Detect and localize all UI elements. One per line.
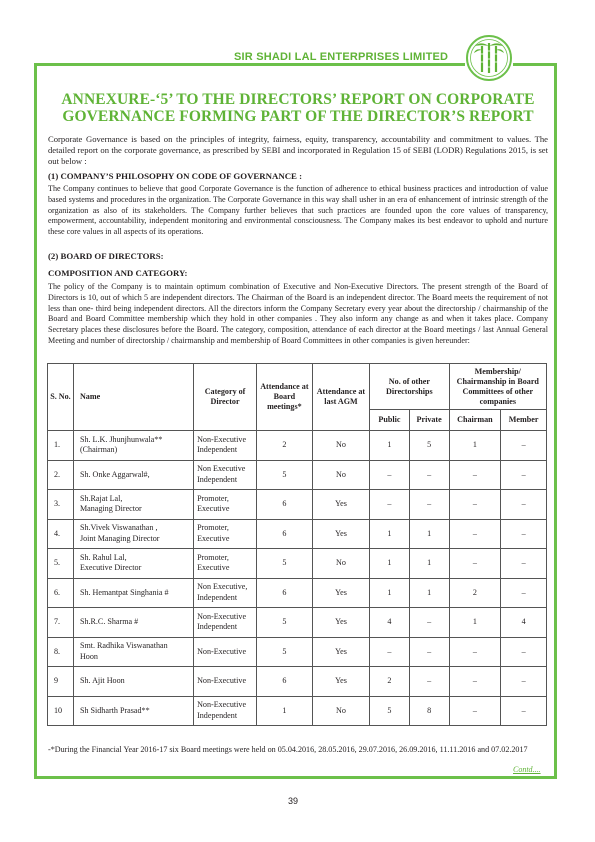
cell-private: – (409, 637, 449, 667)
header-board-attendance: Attendance at Board meetings* (257, 364, 313, 431)
header-chairman: Chairman (449, 410, 501, 431)
director-name: Sh.R.C. Sharma # (79, 617, 139, 626)
composition-heading: COMPOSITION AND CATEGORY: (48, 268, 188, 278)
section2-heading: (2) BOARD OF DIRECTORS: (48, 251, 164, 261)
director-designation: Managing Director (79, 504, 142, 514)
category-line: Executive (197, 504, 230, 514)
frame-left-border (34, 63, 37, 779)
header-directorships: No. of other Directorships (370, 364, 449, 410)
table-row (48, 696, 547, 726)
category-line: Non-Executive (197, 676, 247, 685)
cell-name (73, 490, 193, 520)
cell-agm-attendance: Yes (312, 490, 369, 520)
cell-private: – (409, 667, 449, 697)
cell-member: 4 (501, 608, 547, 638)
category-line: Non Executive, (197, 582, 248, 592)
header-agm-attendance: Attendance at last AGM (312, 364, 369, 431)
header-private: Private (409, 410, 449, 431)
cell-member: – (501, 490, 547, 520)
table-row (48, 431, 547, 461)
cell-sno: 6. (48, 578, 74, 608)
cell-public: – (370, 460, 410, 490)
section2-paragraph: The policy of the Company is to maintain optimum combination of Executive and Non-Executive Directors. The present strength of the Board of Directors is 10, out of which 5 are independent directors. The Chairman of the Board is an independent director. The Board meets the requirement of not less than one- third being independent directors. All the directors inform the Company Secretary every year about the directorship / chairmanship of the Board and Board Committee membership which they hold in other companies . They also inform any change as and when it takes place. Company Secretary places these disclosures before the Board. The category, composition, attendance of each director at the Board meetings / last Annual General Meeting and number of directorship / chairmanship and membership of Board Committees in other companies is given hereunder: (48, 282, 548, 345)
category-line: Promoter, (197, 552, 229, 562)
table-row (48, 637, 547, 667)
cell-chairman: 1 (449, 608, 501, 638)
section1-heading: (1) COMPANY’S PHILOSOPHY ON CODE OF GOVERNANCE : (48, 171, 303, 181)
director-name: Smt. Radhika Viswanathan (79, 641, 168, 651)
cell-member: – (501, 431, 547, 461)
cell-board-attendance: 5 (257, 608, 313, 638)
table-row (48, 608, 547, 638)
cell-agm-attendance: No (312, 431, 369, 461)
cell-member: – (501, 460, 547, 490)
table-row (48, 519, 547, 549)
cell-sno: 7. (48, 608, 74, 638)
cell-chairman: – (449, 696, 501, 726)
cell-agm-attendance: Yes (312, 519, 369, 549)
category-line: Independent (197, 592, 238, 602)
board-directors-table (47, 363, 547, 726)
cell-private: – (409, 490, 449, 520)
category-line: Promoter, (197, 523, 229, 533)
director-designation: Executive Director (79, 563, 142, 573)
continued-link[interactable]: Contd.... (513, 765, 541, 774)
table-row (48, 667, 547, 697)
cell-chairman: – (449, 519, 501, 549)
cell-category (194, 667, 257, 697)
cell-public: 1 (370, 549, 410, 579)
table-row (48, 578, 547, 608)
annexure-title: ANNEXURE-‘5’ TO THE DIRECTORS’ REPORT ON CORPORATE GOVERNANCE FORMING PART OF THE DIRECTOR’S REPORT (61, 91, 535, 125)
cell-sno: 1. (48, 431, 74, 461)
intro-paragraph: Corporate Governance is based on the principles of integrity, fairness, equity, transparency, accountability and commitment to values. The detailed report on the corporate governance, as prescribed by SEBI and incorporated in Regulation 15 of SEBI (LODR) Regulations 2015, is set out below : (48, 134, 548, 166)
cell-private: – (409, 460, 449, 490)
cell-category (194, 637, 257, 667)
cell-category (194, 608, 257, 638)
cell-sno: 5. (48, 549, 74, 579)
cell-category (194, 460, 257, 490)
cell-agm-attendance: Yes (312, 637, 369, 667)
cell-category (194, 490, 257, 520)
cell-board-attendance: 6 (257, 667, 313, 697)
cell-sno: 2. (48, 460, 74, 490)
cell-board-attendance: 6 (257, 519, 313, 549)
director-designation: (Chairman) (79, 445, 118, 455)
cell-board-attendance: 5 (257, 460, 313, 490)
cell-name (73, 549, 193, 579)
cell-member: – (501, 549, 547, 579)
category-line: Executive (197, 533, 230, 543)
cell-private: 1 (409, 519, 449, 549)
footnote: -*During the Financial Year 2016-17 six Board meetings were held on 05.04.2016, 28.05.2016, 29.07.2016, 26.09.2016, 11.11.2016 and 07.02.2017 (48, 745, 528, 754)
director-designation: Hoon (79, 651, 98, 661)
cell-name (73, 637, 193, 667)
cell-private: – (409, 608, 449, 638)
cell-category (194, 578, 257, 608)
cell-agm-attendance: No (312, 549, 369, 579)
category-line: Non Executive (197, 464, 246, 474)
header-name: Name (73, 364, 193, 431)
cell-board-attendance: 2 (257, 431, 313, 461)
category-line: Independent (197, 710, 238, 720)
cell-agm-attendance: No (312, 460, 369, 490)
director-name: Sh. L.K. Jhunjhunwala** (79, 434, 163, 444)
header-category: Category of Director (194, 364, 257, 431)
cell-board-attendance: 1 (257, 696, 313, 726)
page-number: 39 (288, 796, 299, 806)
cell-member: – (501, 696, 547, 726)
director-name: Sh.Rajat Lal, (79, 493, 123, 503)
table-row (48, 460, 547, 490)
cell-name (73, 696, 193, 726)
header-member: Member (501, 410, 547, 431)
cell-agm-attendance: Yes (312, 578, 369, 608)
cell-sno: 8. (48, 637, 74, 667)
cell-board-attendance: 5 (257, 549, 313, 579)
table-row (48, 549, 547, 579)
cell-board-attendance: 6 (257, 578, 313, 608)
category-line: Non-Executive (197, 646, 247, 656)
cell-private: 5 (409, 431, 449, 461)
cell-agm-attendance: Yes (312, 667, 369, 697)
frame-bottom-border (34, 776, 557, 779)
cell-category (194, 696, 257, 726)
frame-right-border (554, 63, 557, 779)
director-designation: Joint Managing Director (79, 533, 160, 543)
sugarcane-logo-icon (465, 34, 513, 82)
cell-public: 1 (370, 431, 410, 461)
category-line: Non-Executive (197, 611, 247, 621)
cell-chairman: 2 (449, 578, 501, 608)
director-name: Sh. Ajit Hoon (79, 676, 125, 685)
cell-chairman: – (449, 490, 501, 520)
cell-public: 5 (370, 696, 410, 726)
cell-name (73, 578, 193, 608)
cell-category (194, 549, 257, 579)
cell-private: 8 (409, 696, 449, 726)
cell-name (73, 431, 193, 461)
director-name: Sh.Vivek Viswanathan , (79, 523, 158, 533)
cell-public: – (370, 637, 410, 667)
cell-name (73, 460, 193, 490)
cell-private: 1 (409, 549, 449, 579)
category-line: Independent (197, 622, 238, 632)
cell-sno: 3. (48, 490, 74, 520)
cell-public: 4 (370, 608, 410, 638)
cell-public: – (370, 490, 410, 520)
cell-chairman: – (449, 637, 501, 667)
director-name: Sh Sidharth Prasad** (79, 705, 150, 715)
header-public: Public (370, 410, 410, 431)
director-name: Sh. Rahul Lal, (79, 552, 127, 562)
cell-chairman: – (449, 460, 501, 490)
category-line: Executive (197, 563, 230, 573)
cell-member: – (501, 519, 547, 549)
director-name: Sh. Onke Aggarwal#, (79, 469, 150, 479)
cell-board-attendance: 5 (257, 637, 313, 667)
cell-member: – (501, 667, 547, 697)
cell-category (194, 519, 257, 549)
cell-chairman: – (449, 667, 501, 697)
category-line: Promoter, (197, 493, 229, 503)
cell-agm-attendance: No (312, 696, 369, 726)
cell-category (194, 431, 257, 461)
table-row (48, 490, 547, 520)
cell-public: 1 (370, 578, 410, 608)
director-name: Sh. Hemantpat Singhania # (79, 587, 169, 597)
category-line: Independent (197, 474, 238, 484)
cell-sno: 10 (48, 696, 74, 726)
cell-name (73, 667, 193, 697)
cell-agm-attendance: Yes (312, 608, 369, 638)
cell-sno: 9 (48, 667, 74, 697)
category-line: Non-Executive (197, 434, 247, 444)
header-sno: S. No. (48, 364, 74, 431)
cell-member: – (501, 578, 547, 608)
cell-chairman: – (449, 549, 501, 579)
header-committees: Membership/ Chairmanship in Board Committees of other companies (449, 364, 546, 410)
category-line: Non-Executive (197, 700, 247, 710)
cell-public: 1 (370, 519, 410, 549)
category-line: Independent (197, 445, 238, 455)
cell-chairman: 1 (449, 431, 501, 461)
cell-name (73, 608, 193, 638)
cell-board-attendance: 6 (257, 490, 313, 520)
cell-name (73, 519, 193, 549)
cell-private: 1 (409, 578, 449, 608)
company-name: SIR SHADI LAL ENTERPRISES LIMITED (230, 51, 452, 63)
section1-paragraph: The Company continues to believe that good Corporate Governance is the function of adherence to ethical business practices and introduction of value based systems and procedures in the organization. The Corporate Governance in this way shall usher in an era of enhancement of intrinsic strength of the organization as also of its stakeholders. The Company further believes that such practices are founded upon the core values of transparency, empowerment, accountability, independent monitoring and environmental consciousness. The Company makes its best endeavor to uphold and nurture these core values in all aspects of its operations. (48, 184, 548, 237)
cell-public: 2 (370, 667, 410, 697)
cell-member: – (501, 637, 547, 667)
cell-sno: 4. (48, 519, 74, 549)
